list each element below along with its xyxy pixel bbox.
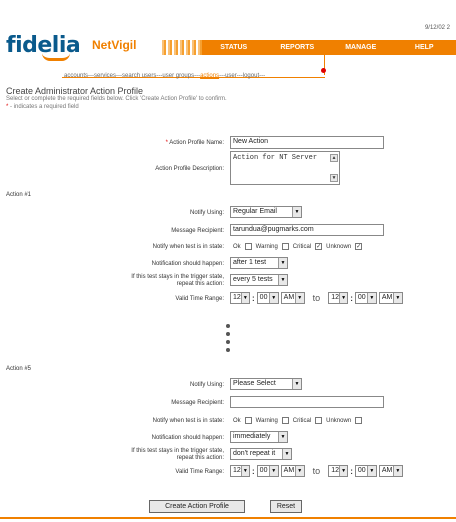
to-ampm-value: AM bbox=[381, 467, 393, 474]
chevron-down-icon: ▼ bbox=[393, 466, 402, 476]
from-hour-value: 12 bbox=[233, 467, 241, 474]
chevron-down-icon: ▼ bbox=[292, 207, 301, 217]
subnav-actions[interactable]: actions bbox=[200, 73, 220, 79]
nav-reports[interactable]: REPORTS bbox=[280, 44, 315, 51]
profile-name-input[interactable]: New Action bbox=[230, 136, 384, 149]
action-5-from-hour[interactable] bbox=[230, 465, 250, 477]
action-1-happen-value: after 1 test bbox=[233, 259, 267, 266]
action-1-to-ampm[interactable] bbox=[379, 292, 403, 304]
action-5-warning-checkbox[interactable] bbox=[282, 417, 289, 424]
action-5-notify-using-select[interactable] bbox=[230, 378, 302, 390]
state-ok-label: Ok bbox=[233, 243, 241, 250]
from-ampm-value: AM bbox=[283, 294, 295, 301]
chevron-down-icon: ▼ bbox=[241, 466, 249, 476]
ellipsis-dot bbox=[226, 340, 230, 344]
from-hour-value: 12 bbox=[233, 294, 241, 301]
subnav-separator: --- bbox=[156, 73, 163, 79]
action-5-from-ampm[interactable] bbox=[281, 465, 305, 477]
from-minute-value: 00 bbox=[259, 294, 268, 301]
action-5-title: Action #5 bbox=[6, 366, 32, 372]
from-minute-value: 00 bbox=[259, 467, 268, 474]
state-ok-label: Ok bbox=[233, 417, 241, 424]
action-1-happen-label: Notification should happen: bbox=[151, 261, 224, 267]
footer-line bbox=[0, 517, 456, 519]
action-1-notify-using-value: Regular Email bbox=[233, 208, 277, 215]
action-5-from-minute[interactable] bbox=[257, 465, 279, 477]
state-unknown-label: Unknown bbox=[326, 243, 352, 250]
action-5-state-checkboxes bbox=[233, 417, 362, 424]
action-5-time-range bbox=[230, 465, 403, 477]
chevron-down-icon: ▼ bbox=[367, 293, 376, 303]
action-5-happen-label: Notification should happen: bbox=[151, 435, 224, 441]
state-warning-label: Warning bbox=[255, 417, 278, 424]
repeat-label-line2: repeat this action: bbox=[176, 455, 224, 461]
profile-name-label-text: Action Profile Name: bbox=[169, 140, 224, 146]
ellipsis-dot bbox=[226, 348, 230, 352]
action-1-ok-checkbox[interactable] bbox=[245, 243, 252, 250]
chevron-down-icon: ▼ bbox=[292, 379, 301, 389]
state-critical-label: Critical bbox=[292, 243, 312, 250]
to-ampm-value: AM bbox=[381, 294, 393, 301]
action-1-recipient-input[interactable]: tarundua@pugmarks.com bbox=[230, 224, 384, 236]
to-label: to bbox=[312, 293, 321, 303]
chevron-down-icon: ▼ bbox=[339, 293, 347, 303]
action-1-from-hour[interactable] bbox=[230, 292, 250, 304]
subnav-user-groups[interactable]: user groups bbox=[162, 73, 195, 79]
subnav-separator: --- bbox=[259, 73, 266, 79]
action-1-notify-state-label: Notify when test is in state: bbox=[152, 244, 224, 250]
action-1-to-hour[interactable] bbox=[328, 292, 348, 304]
action-5-notify-state-label: Notify when test is in state: bbox=[152, 418, 224, 424]
profile-description-label: Action Profile Description: bbox=[155, 166, 224, 172]
chevron-down-icon: ▼ bbox=[278, 258, 287, 268]
action-1-from-ampm[interactable] bbox=[281, 292, 305, 304]
action-1-repeat-select[interactable] bbox=[230, 274, 288, 286]
chevron-down-icon: ▼ bbox=[367, 466, 376, 476]
to-hour-value: 12 bbox=[331, 467, 339, 474]
subnav-separator: --- bbox=[116, 73, 123, 79]
action-1-happen-select[interactable] bbox=[230, 257, 288, 269]
state-critical-label: Critical bbox=[292, 417, 312, 424]
required-marker: * bbox=[165, 140, 168, 146]
chevron-down-icon: ▼ bbox=[339, 466, 347, 476]
action-1-repeat-label bbox=[54, 274, 224, 288]
action-1-repeat-value: every 5 tests bbox=[233, 276, 273, 283]
nav-manage[interactable]: MANAGE bbox=[345, 44, 377, 51]
subnav-services[interactable]: services bbox=[94, 73, 117, 79]
action-5-unknown-checkbox[interactable] bbox=[355, 417, 362, 424]
action-5-happen-value: immediately bbox=[233, 433, 271, 440]
subnav-separator: --- bbox=[194, 73, 201, 79]
subnav-separator: --- bbox=[236, 73, 243, 79]
nav-help[interactable]: HELP bbox=[414, 44, 434, 51]
logo-swoosh-icon bbox=[42, 53, 70, 61]
main-nav bbox=[202, 40, 456, 55]
action-1-from-minute[interactable] bbox=[257, 292, 279, 304]
chevron-down-icon: ▼ bbox=[269, 293, 278, 303]
action-5-repeat-select[interactable] bbox=[230, 448, 292, 460]
profile-name-label bbox=[54, 140, 224, 147]
to-minute-value: 00 bbox=[357, 467, 366, 474]
to-label: to bbox=[312, 466, 321, 476]
reset-button[interactable]: Reset bbox=[270, 500, 302, 513]
chevron-down-icon: ▼ bbox=[295, 293, 304, 303]
profile-description-text: Action for NT Server bbox=[233, 154, 318, 162]
required-note bbox=[6, 104, 79, 110]
action-5-recipient-label: Message Recipient: bbox=[171, 400, 224, 406]
action-1-critical-checkbox[interactable]: ✓ bbox=[316, 243, 322, 250]
action-5-to-ampm[interactable] bbox=[379, 465, 403, 477]
chevron-down-icon: ▼ bbox=[278, 275, 287, 285]
state-unknown-label: Unknown bbox=[326, 417, 352, 424]
subnav-logout[interactable]: logout bbox=[242, 73, 260, 79]
colon: : bbox=[350, 293, 353, 303]
action-5-repeat-label bbox=[54, 448, 224, 462]
subnav bbox=[64, 73, 265, 79]
action-1-time-range bbox=[230, 292, 403, 304]
ellipsis-dot bbox=[226, 324, 230, 328]
chevron-down-icon: ▼ bbox=[282, 449, 291, 459]
action-1-recipient-label: Message Recipient: bbox=[171, 228, 224, 234]
chevron-down-icon: ▼ bbox=[241, 293, 249, 303]
action-5-notify-using-label: Notify Using: bbox=[189, 382, 224, 388]
action-1-notify-using-label: Notify Using: bbox=[189, 210, 224, 216]
subnav-separator: --- bbox=[88, 73, 95, 79]
chevron-down-icon: ▼ bbox=[393, 293, 402, 303]
instructions-text: Select or complete the required fields below. Click 'Create Action Profile' to confirm. bbox=[6, 96, 227, 102]
repeat-label-line1: If this test stays in the trigger state, bbox=[131, 448, 224, 454]
to-hour-value: 12 bbox=[331, 294, 339, 301]
fidelia-logo: fidelia bbox=[6, 33, 81, 58]
action-5-repeat-value: don't repeat it bbox=[233, 450, 276, 457]
colon: : bbox=[350, 466, 353, 476]
subnav-user[interactable]: user bbox=[225, 73, 237, 79]
date-display: 9/12/02 2 bbox=[424, 25, 450, 31]
action-1-warning-checkbox[interactable] bbox=[282, 243, 289, 250]
ellipsis-dots bbox=[226, 324, 231, 356]
action-1-to-minute[interactable] bbox=[355, 292, 377, 304]
subnav-indicator-dot bbox=[321, 68, 326, 73]
action-1-notify-using-select[interactable] bbox=[230, 206, 302, 218]
action-5-happen-select[interactable] bbox=[230, 431, 288, 443]
product-name: NetVigil bbox=[92, 38, 137, 52]
action-5-ok-checkbox[interactable] bbox=[245, 417, 252, 424]
action-5-recipient-input[interactable] bbox=[230, 396, 384, 408]
to-minute-value: 00 bbox=[357, 294, 366, 301]
state-warning-label: Warning bbox=[255, 243, 278, 250]
required-note-text: - indicates a required field bbox=[10, 104, 79, 110]
scroll-down-icon[interactable]: ▼ bbox=[330, 174, 338, 182]
create-action-profile-button[interactable]: Create Action Profile bbox=[149, 500, 245, 513]
chevron-down-icon: ▼ bbox=[269, 466, 278, 476]
repeat-label-line1: If this test stays in the trigger state, bbox=[131, 274, 224, 280]
from-ampm-value: AM bbox=[283, 467, 295, 474]
colon: : bbox=[252, 466, 255, 476]
profile-description-textarea[interactable] bbox=[230, 151, 340, 185]
action-5-time-label: Valid Time Range: bbox=[175, 469, 224, 475]
page-title: Create Administrator Action Profile bbox=[6, 86, 144, 96]
chevron-down-icon: ▼ bbox=[295, 466, 304, 476]
colon: : bbox=[252, 293, 255, 303]
subnav-accounts[interactable]: accounts bbox=[64, 73, 89, 79]
chevron-down-icon: ▼ bbox=[278, 432, 287, 442]
action-5-critical-checkbox[interactable] bbox=[315, 417, 322, 424]
required-marker: * bbox=[6, 104, 9, 110]
action-1-title: Action #1 bbox=[6, 192, 32, 198]
scroll-up-icon[interactable]: ▲ bbox=[330, 154, 338, 162]
nav-status[interactable]: STATUS bbox=[220, 44, 248, 51]
repeat-label-line2: repeat this action: bbox=[176, 281, 224, 287]
subnav-separator: --- bbox=[219, 73, 226, 79]
header-stripe bbox=[160, 40, 202, 55]
action-5-to-minute[interactable] bbox=[355, 465, 377, 477]
action-1-time-label: Valid Time Range: bbox=[175, 296, 224, 302]
subnav-search-users[interactable]: search users bbox=[122, 73, 157, 79]
action-1-state-checkboxes bbox=[233, 243, 362, 250]
action-5-notify-using-value: Please Select bbox=[233, 380, 276, 387]
action-5-to-hour[interactable] bbox=[328, 465, 348, 477]
action-1-unknown-checkbox[interactable]: ✓ bbox=[356, 243, 362, 250]
ellipsis-dot bbox=[226, 332, 230, 336]
